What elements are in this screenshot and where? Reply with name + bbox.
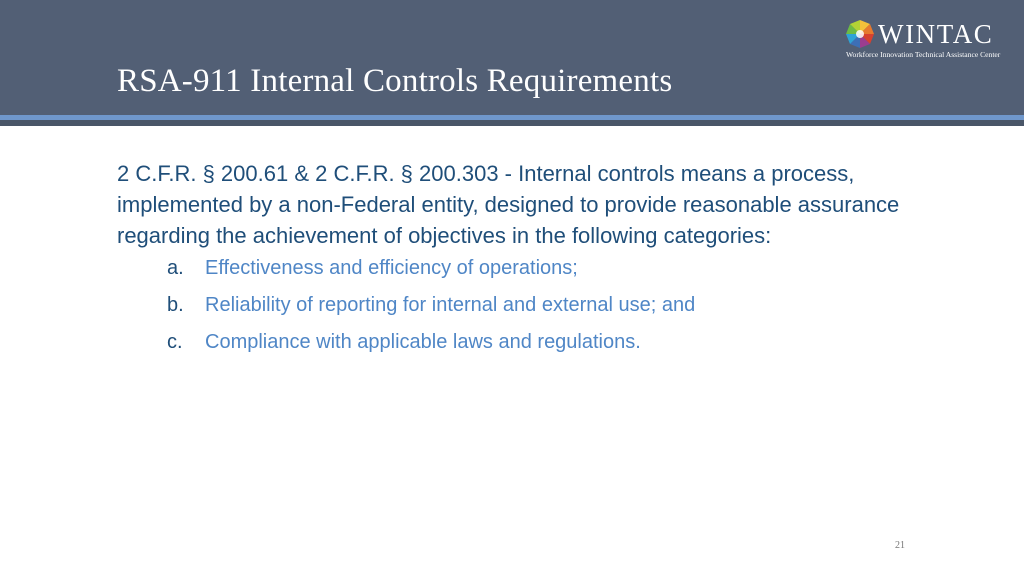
page-number: 21 — [895, 540, 905, 551]
list-marker: b. — [167, 294, 184, 316]
header-rule-dark — [0, 120, 1024, 126]
definition-text: 2 C.F.R. § 200.61 & 2 C.F.R. § 200.303 - Internal controls means a process, implemented by a non-Federal entity, designed to provide reasonable assurance regarding the achievement of objectives in the following categories: — [117, 161, 900, 248]
slide-title: RSA-911 Internal Controls Requirements — [117, 63, 673, 99]
list-marker: a. — [167, 257, 184, 279]
list-item-text: Reliability of reporting for internal and external use; and — [205, 294, 696, 316]
list-item — [167, 294, 917, 331]
list-item — [167, 331, 917, 368]
slide-body — [117, 158, 917, 368]
list-item-text: Effectiveness and efficiency of operations; — [205, 257, 578, 279]
logo-wordmark: WINTAC — [878, 19, 994, 49]
list-item — [167, 257, 917, 294]
wintac-logo — [844, 18, 1016, 62]
logo-tagline: Workforce Innovation Technical Assistance Center — [846, 50, 1001, 59]
category-list — [167, 257, 917, 368]
list-item-text: Compliance with applicable laws and regulations. — [205, 331, 641, 353]
list-marker: c. — [167, 331, 183, 353]
slide-header — [0, 0, 1024, 115]
pinwheel-logo-icon — [844, 18, 876, 50]
